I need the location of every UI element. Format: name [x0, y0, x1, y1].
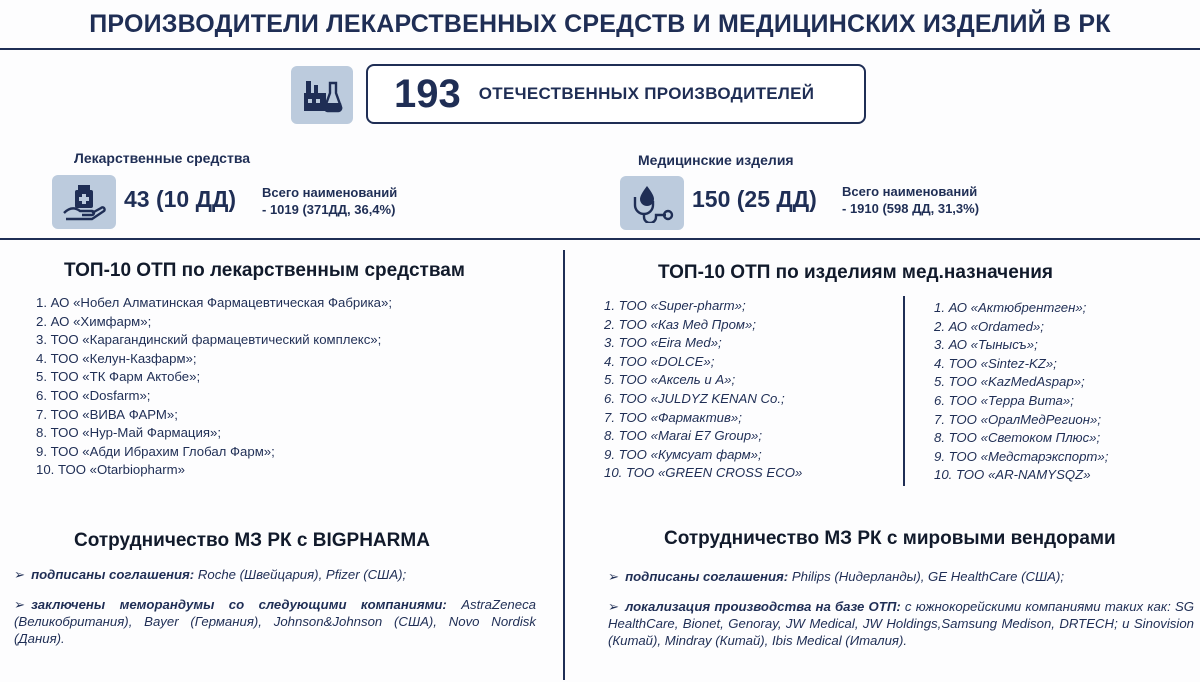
- list-item: 4. ТОО «Келун-Казфарм»;: [36, 350, 197, 366]
- list-item: 3. ТОО «Eira Med»;: [604, 335, 722, 351]
- bullet-bold-text: подписаны соглашения:: [31, 567, 195, 582]
- list-item: 5. ТОО «ТК Фарм Актобе»;: [36, 369, 201, 385]
- list-item: 2. АО «Ordamed»;: [934, 318, 1044, 334]
- list-item: 7. ТОО «ОралМедРегион»;: [934, 411, 1102, 427]
- drugs-note-line1: Всего наименований: [262, 185, 398, 200]
- drugs-note: [262, 184, 397, 218]
- list-item: 9. ТОО «Медстарэкспорт»;: [934, 448, 1109, 464]
- list-item: 10. ТОО «Otarbiopharm»: [36, 462, 185, 478]
- page-title: ПРОИЗВОДИТЕЛИ ЛЕКАРСТВЕННЫХ СРЕДСТВ И МЕДИЦИНСКИХ ИЗДЕЛИЙ В РК: [89, 10, 1111, 38]
- top-devices-list-2: [934, 299, 1108, 485]
- bullet-bold-text: заключены меморандумы со следующими компаниями:: [31, 597, 447, 612]
- list-item: 8. ТОО «Нур-Май Фармация»;: [36, 425, 221, 441]
- bullet-text: с южнокорейскими компаниями таких как: SG HealthCare, Bionet, Genoray, JW Medical, JW Holdings,Samsung Medison, DRTECH; и Sinovision (Китай), Mindray (Китай), Ibis Medical (Италия).: [608, 599, 1195, 648]
- medicine-hand-icon: [52, 175, 116, 229]
- bullet-text: AstraZeneca (Великобритания), Bayer (Германия), Johnson&Johnson (США), Novo Nordisk (Дания).: [14, 597, 536, 646]
- arrow-bullet-icon: ➢: [14, 597, 26, 612]
- column-divider: [563, 250, 565, 680]
- devices-note: [842, 183, 979, 217]
- top-devices-list-1: [604, 297, 802, 483]
- list-item: 5. ТОО «KazMedAspap»;: [934, 374, 1085, 390]
- list-item: 9. ТОО «Кумсуат фарм»;: [604, 446, 762, 462]
- summary-box: [366, 64, 866, 124]
- bullet-text: Roche (Швейцария), Pfizer (США);: [194, 567, 407, 582]
- list-item: 7. ТОО «ВИВА ФАРМ»;: [36, 406, 178, 422]
- bigpharma-bullet-2: [14, 596, 536, 647]
- top-drugs-title: ТОП-10 ОТП по лекарственным средствам: [64, 260, 465, 281]
- devices-note-line2: - 1910 (598 ДД, 31,3%): [842, 201, 980, 216]
- bigpharma-title: Сотрудничество МЗ РК с BIGPHARMA: [74, 530, 430, 551]
- stethoscope-drop-icon: [620, 176, 684, 230]
- bullet-bold-text: подписаны соглашения:: [625, 569, 789, 584]
- section-divider: [0, 238, 1200, 240]
- drugs-count: 43 (10 ДД): [124, 186, 237, 212]
- devices-column-divider: [903, 296, 905, 486]
- producers-label: ОТЕЧЕСТВЕННЫХ ПРОИЗВОДИТЕЛЕЙ: [478, 84, 815, 103]
- list-item: 4. ТОО «Sintez-KZ»;: [934, 355, 1057, 371]
- list-item: 6. ТОО «Dosfarm»;: [36, 387, 151, 403]
- list-item: 4. ТОО «DOLCE»;: [604, 353, 715, 369]
- drugs-note-line2: - 1019 (371ДД, 36,4%): [262, 202, 396, 217]
- list-item: 8. ТОО «Светоком Плюс»;: [934, 430, 1101, 446]
- arrow-bullet-icon: ➢: [608, 599, 620, 614]
- list-item: 10. ТОО «AR-NAMYSQZ»: [934, 467, 1091, 483]
- top-drugs-list: [36, 294, 392, 480]
- list-item: 1. АО «Актюбрентген»;: [934, 300, 1087, 315]
- list-item: 3. АО «Тынысъ»;: [934, 337, 1038, 353]
- list-item: 3. ТОО «Карагандинский фармацевтический комплекс»;: [36, 332, 382, 348]
- vendors-title: Сотрудничество МЗ РК с мировыми вендорами: [664, 528, 1116, 549]
- arrow-bullet-icon: ➢: [14, 567, 26, 582]
- devices-label: Медицинские изделия: [638, 152, 794, 168]
- vendors-bullet-2: [608, 598, 1194, 649]
- bullet-text: Philips (Нидерланды), GE HealthCare (США);: [788, 569, 1065, 584]
- drugs-label: Лекарственные средства: [74, 150, 251, 166]
- devices-count: 150 (25 ДД): [692, 186, 817, 212]
- list-item: 9. ТОО «Абди Ибрахим Глобал Фарм»;: [36, 443, 275, 459]
- list-item: 7. ТОО «Фармактив»;: [604, 409, 742, 425]
- list-item: 8. ТОО «Marai E7 Group»;: [604, 428, 763, 444]
- arrow-bullet-icon: ➢: [608, 569, 620, 584]
- vendors-bullet-1: [608, 568, 1188, 585]
- bullet-bold-text: локализация производства на базе ОТП:: [625, 599, 901, 614]
- list-item: 6. ТОО «Терра Вита»;: [934, 392, 1074, 408]
- list-item: 1. АО «Нобел Алматинская Фармацевтическая Фабрика»;: [36, 295, 392, 310]
- list-item: 10. ТОО «GREEN CROSS ECO»: [604, 465, 803, 481]
- list-item: 2. ТОО «Каз Мед Пром»;: [604, 316, 756, 332]
- bigpharma-bullet-1: [14, 566, 544, 583]
- top-devices-title: ТОП-10 ОТП по изделиям мед.назначения: [658, 262, 1054, 283]
- factory-lab-icon: [291, 66, 353, 124]
- list-item: 5. ТОО «Аксель и А»;: [604, 372, 736, 388]
- list-item: 6. ТОО «JULDYZ KENAN Co.;: [604, 390, 785, 406]
- title-divider: [0, 48, 1200, 50]
- producers-count: 193: [394, 71, 461, 116]
- devices-note-line1: Всего наименований: [842, 184, 978, 199]
- list-item: 2. АО «Химфарм»;: [36, 313, 152, 329]
- list-item: 1. ТОО «Super-pharm»;: [604, 298, 746, 313]
